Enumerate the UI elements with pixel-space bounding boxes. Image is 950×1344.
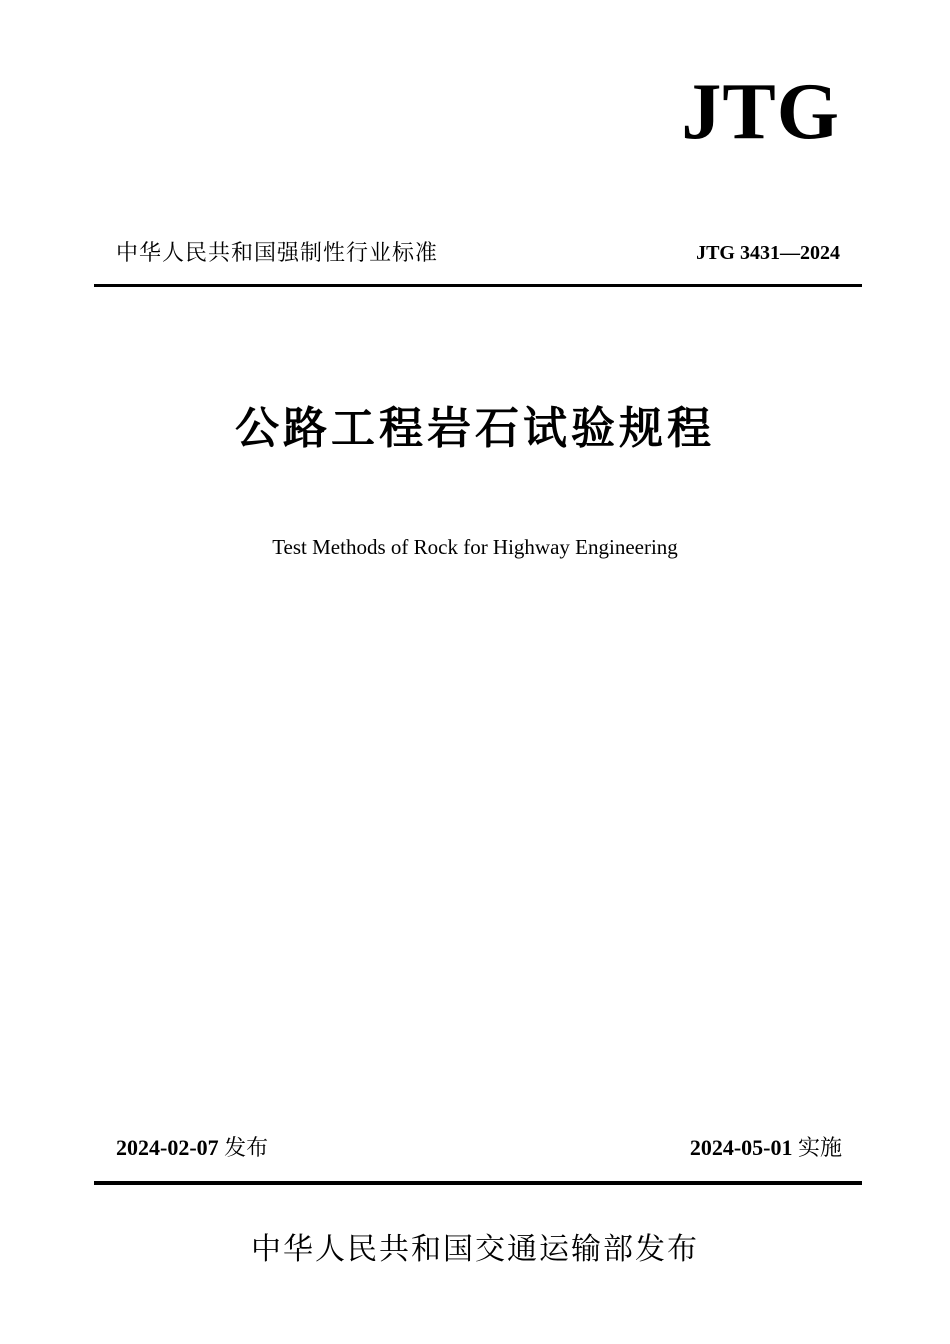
- bottom-divider: [94, 1181, 862, 1185]
- effective-date: 2024-05-01: [689, 1135, 793, 1160]
- standard-type: 中华人民共和国强制性行业标准: [116, 241, 439, 266]
- issue-date-line: [116, 1131, 268, 1162]
- title-chinese: 公路工程岩石试验规程: [235, 403, 715, 454]
- standard-code: JTG 3431—2024: [696, 242, 840, 264]
- effective-label: 实施: [797, 1136, 842, 1161]
- issue-label: 发布: [224, 1136, 269, 1161]
- top-divider: [94, 284, 862, 287]
- jtg-logo: JTG: [681, 68, 840, 156]
- title-english: Test Methods of Rock for Highway Engineering: [272, 535, 678, 559]
- effective-date-line: [690, 1131, 842, 1162]
- publisher: 中华人民共和国交通运输部发布: [251, 1232, 699, 1267]
- issue-date: 2024-02-07: [116, 1135, 219, 1160]
